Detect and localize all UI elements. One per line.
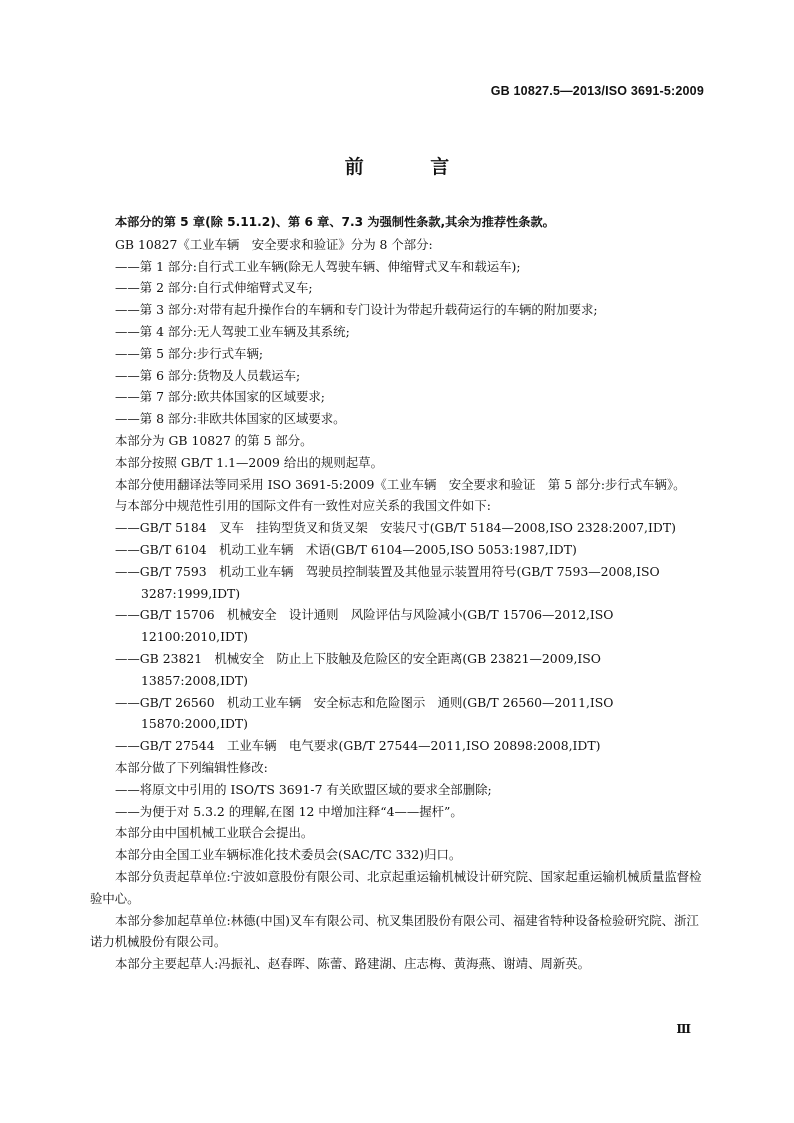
paragraph: 本部分由中国机械工业联合会提出。 xyxy=(115,825,314,841)
list-item: ——GB/T 7593 机动工业车辆 驾驶员控制装置及其他显示装置用符号(GB/T 7593—2008,ISO 3287:1999,IDT) xyxy=(115,563,660,601)
paragraph: 本部分做了下列编辑性修改: xyxy=(115,759,268,775)
paragraph: GB 10827《工业车辆 安全要求和验证》分为 8 个部分: xyxy=(115,236,433,252)
mandatory-clause-statement: 本部分的第 5 章(除 5.11.2)、第 6 章、7.3 为强制性条款,其余为推荐性条款。 xyxy=(115,215,555,229)
paragraph: 本部分为 GB 10827 的第 5 部分。 xyxy=(115,432,313,448)
list-item: ——GB/T 15706 机械安全 设计通则 风险评估与风险减小(GB/T 15706—2012,ISO 12100:2010,IDT) xyxy=(115,607,614,645)
paragraph: 本部分使用翻译法等同采用 ISO 3691-5:2009《工业车辆 安全要求和验证 第 5 部分:步行式车辆》。 xyxy=(115,476,686,492)
paragraph: 本部分主要起草人:冯振礼、赵春晖、陈蕾、路建湖、庄志梅、黄海燕、谢靖、周新英。 xyxy=(115,956,591,972)
list-item: ——GB/T 6104 机动工业车辆 术语(GB/T 6104—2005,ISO 5053:1987,IDT) xyxy=(115,541,577,557)
list-item: ——第 7 部分:欧共体国家的区域要求; xyxy=(115,389,325,405)
paragraph: 本部分负责起草单位:宁波如意股份有限公司、北京起重运输机械设计研究院、国家起重运输机械质量监督检验中心。 xyxy=(90,868,702,906)
foreword-body xyxy=(90,212,704,975)
list-item: ——GB/T 5184 叉车 挂钩型货叉和货叉架 安装尺寸(GB/T 5184—2008,ISO 2328:2007,IDT) xyxy=(115,520,676,536)
paragraph: 本部分由全国工业车辆标准化技术委员会(SAC/TC 332)归口。 xyxy=(115,847,462,863)
paragraph: 本部分按照 GB/T 1.1—2009 给出的规则起草。 xyxy=(115,454,383,470)
paragraph: 与本部分中规范性引用的国际文件有一致性对应关系的我国文件如下: xyxy=(115,498,491,514)
list-item: ——GB/T 26560 机动工业车辆 安全标志和危险图示 通则(GB/T 26560—2011,ISO 15870:2000,IDT) xyxy=(115,694,614,732)
list-item: ——第 2 部分:自行式伸缩臂式叉车; xyxy=(115,280,313,296)
list-item: ——GB/T 27544 工业车辆 电气要求(GB/T 27544—2011,ISO 20898:2008,IDT) xyxy=(115,738,601,754)
list-item: ——第 3 部分:对带有起升操作台的车辆和专门设计为带起升载荷运行的车辆的附加要求; xyxy=(115,302,598,318)
standard-code-header: GB 10827.5—2013/ISO 3691-5:2009 xyxy=(490,84,704,98)
list-item: ——为便于对 5.3.2 的理解,在图 12 中增加注释“4——握杆”。 xyxy=(115,803,463,819)
list-item: ——第 1 部分:自行式工业车辆(除无人驾驶车辆、伸缩臂式叉车和载运车); xyxy=(115,258,521,274)
list-item: ——第 6 部分:货物及人员载运车; xyxy=(115,367,301,383)
page-title: 前 言 xyxy=(344,156,480,178)
list-item: ——第 8 部分:非欧共体国家的区域要求。 xyxy=(115,411,346,427)
list-item: ——第 4 部分:无人驾驶工业车辆及其系统; xyxy=(115,323,350,339)
list-item: ——GB 23821 机械安全 防止上下肢触及危险区的安全距离(GB 23821—2009,ISO 13857:2008,IDT) xyxy=(115,650,601,688)
paragraph: 本部分参加起草单位:林德(中国)叉车有限公司、杭叉集团股份有限公司、福建省特种设备检验研究院、浙江诺力机械股份有限公司。 xyxy=(90,912,699,950)
page-number: Ⅲ xyxy=(676,1022,691,1036)
list-item: ——第 5 部分:步行式车辆; xyxy=(115,345,264,361)
list-item: ——将原文中引用的 ISO/TS 3691-7 有关欧盟区域的要求全部删除; xyxy=(115,781,492,797)
